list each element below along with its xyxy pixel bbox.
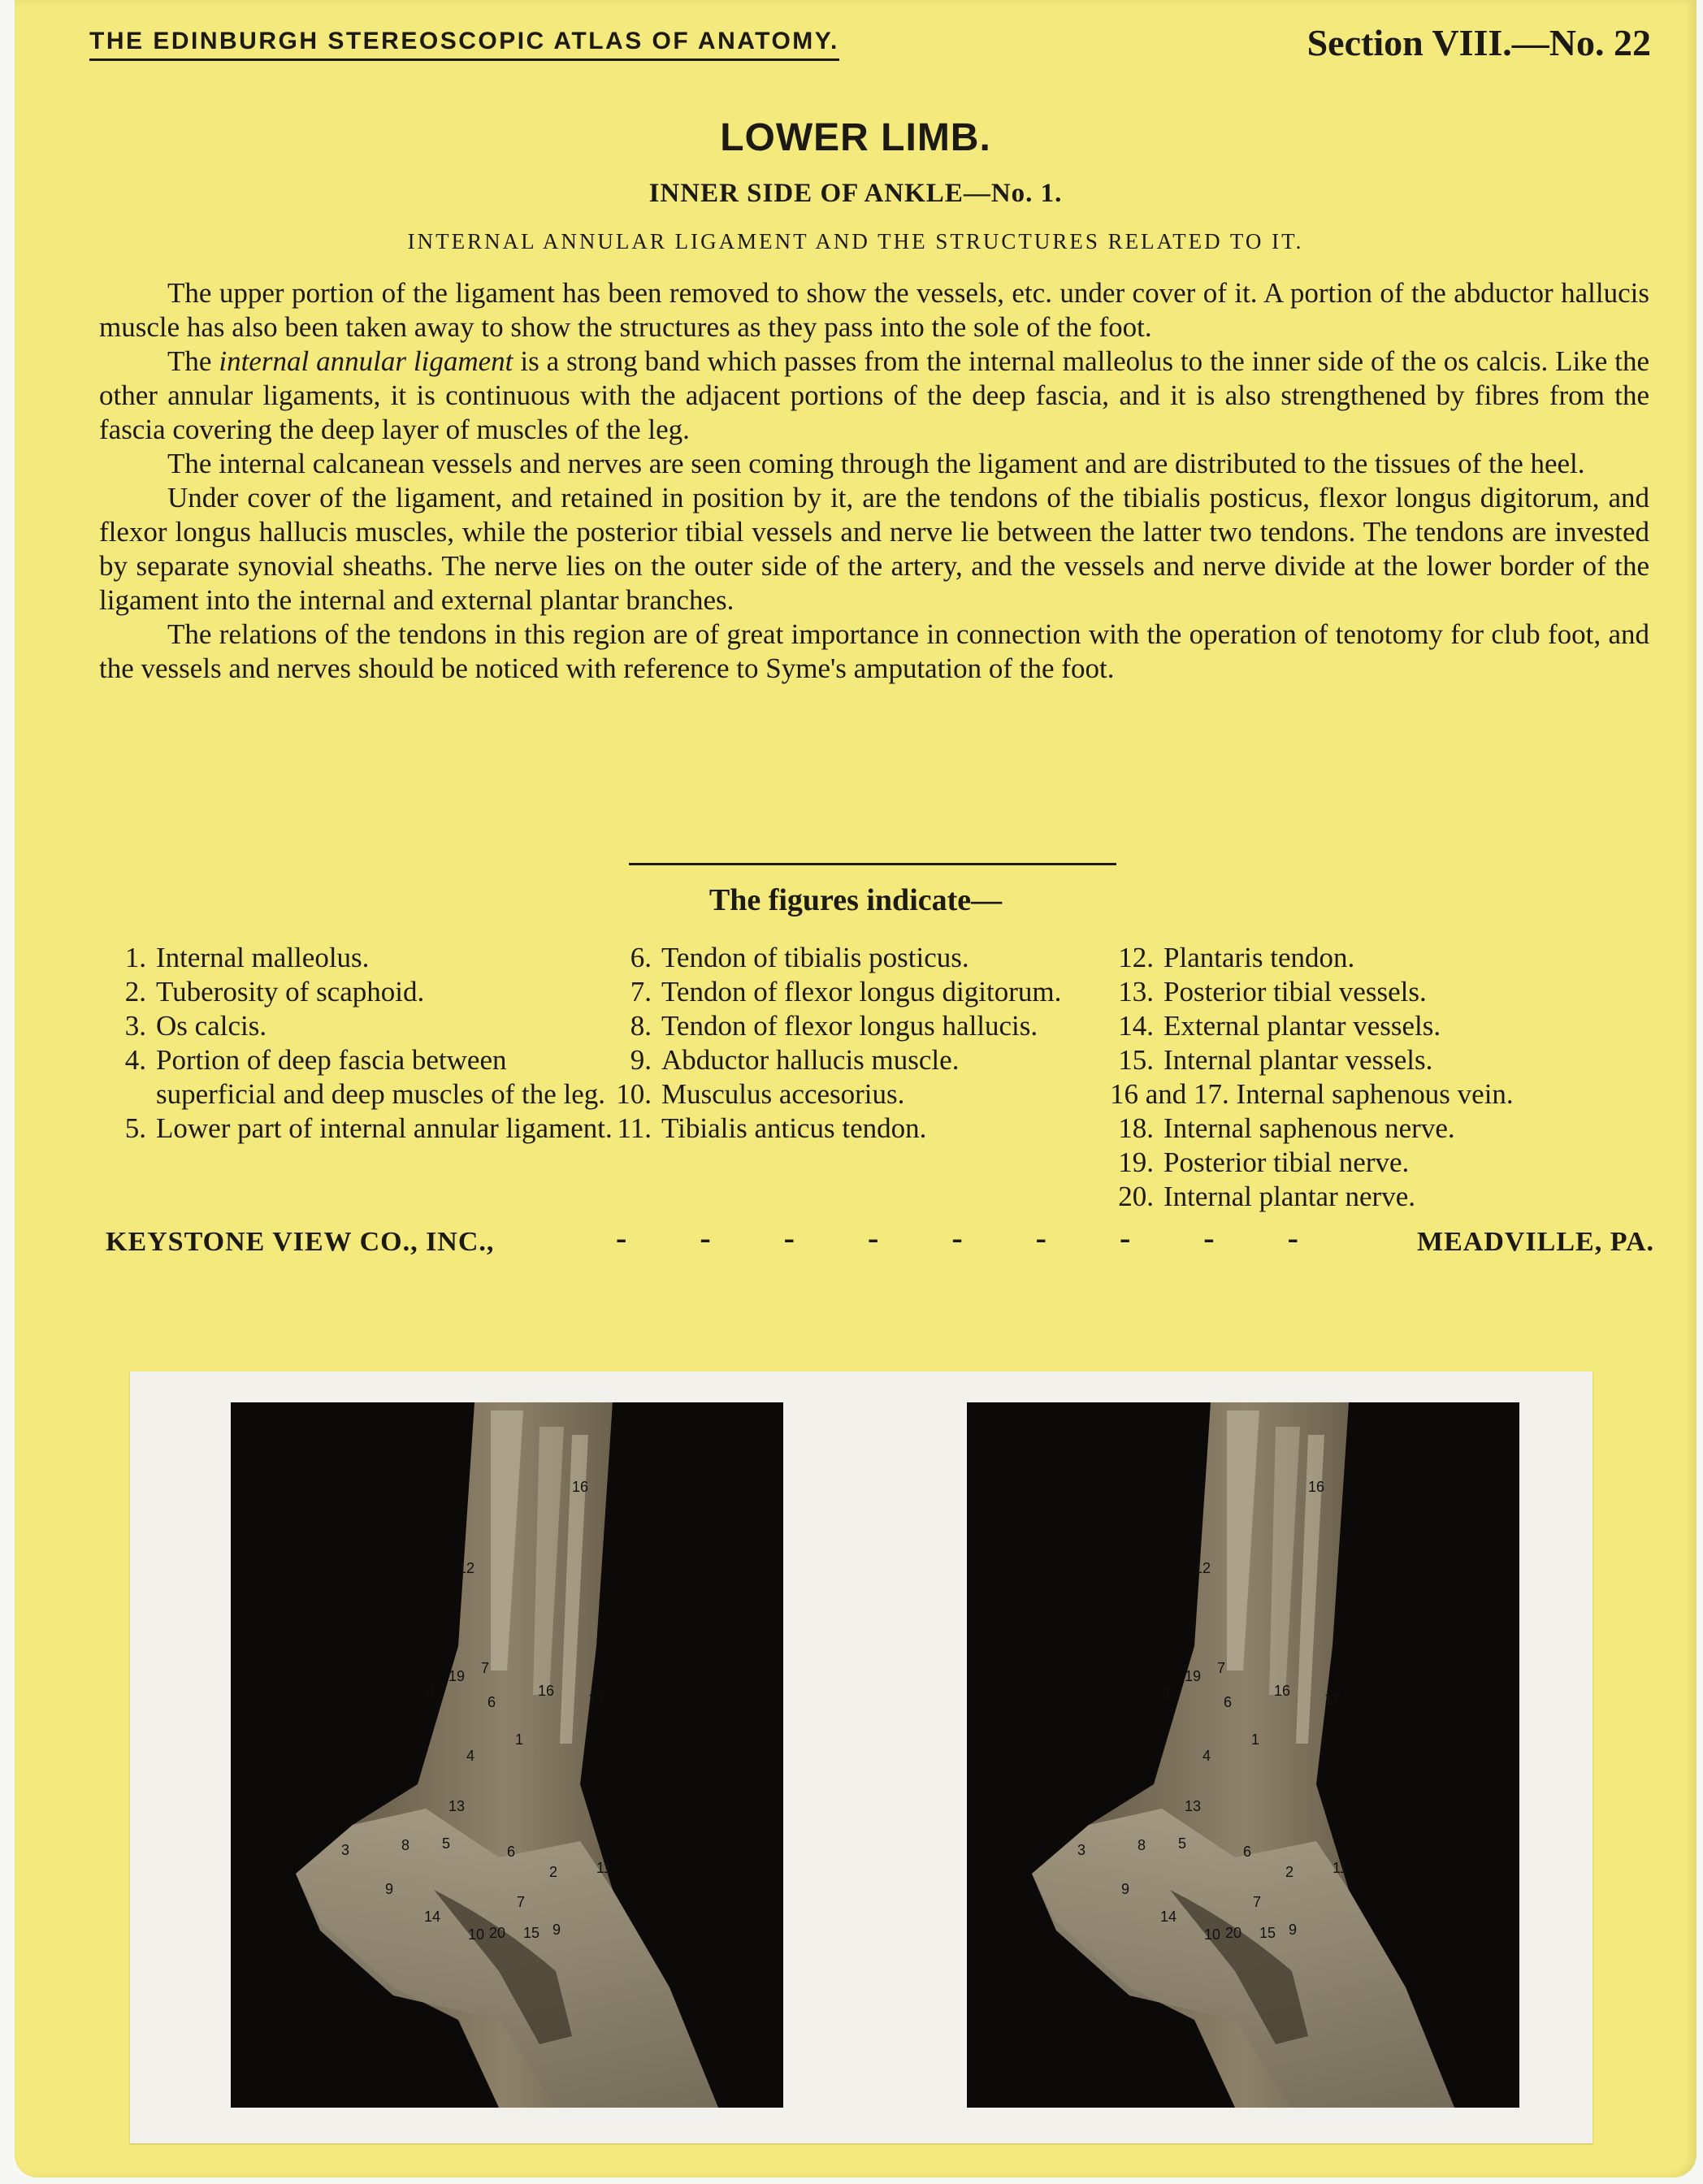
paragraph: The internal annular ligament is a strong band which passes from the internal malleolus to the inner side of the os calcis. Like the other annular ligaments, it is continuous with the adjacent portions of the deep fascia, and it is also strengthened by fibres from the fascia covering the deep layer of muscles of the leg.: [99, 345, 1649, 445]
paragraph: The upper portion of the ligament has been removed to show the vessels, etc. under cover of it. A portion of the abductor hallucis muscle has also been taken away to show the structures as they pass into the sole of the foot.: [99, 277, 1649, 343]
legend-item: 18. Internal saphenous nerve.: [1118, 1112, 1455, 1144]
legend-item: 10. Musculus accesorius.: [616, 1078, 905, 1110]
photo-label: 8: [1138, 1837, 1146, 1853]
photo-label: 2: [549, 1864, 558, 1880]
photo-label: 4: [1202, 1748, 1211, 1764]
photo-label: 2: [1285, 1864, 1294, 1880]
photo-label: 7: [1217, 1660, 1226, 1676]
legend-item: 16 and 17. Internal saphenous vein.: [1110, 1078, 1514, 1110]
photo-label: 12: [458, 1560, 475, 1576]
legend-item: 20. Internal plantar nerve.: [1118, 1181, 1415, 1212]
legend-item: 5. Lower part of internal annular ligament.: [124, 1112, 613, 1144]
photo-label: 6: [1243, 1844, 1252, 1860]
photo-label: 8: [1162, 1684, 1171, 1701]
photo-label: 15: [523, 1925, 540, 1941]
photo-label: 16: [572, 1479, 589, 1495]
legend-item: 13. Posterior tibial vessels.: [1118, 976, 1427, 1008]
legend-column: [1110, 941, 1662, 1214]
photo-label: 11: [596, 1860, 612, 1876]
photo-label: 9: [1289, 1922, 1298, 1938]
section-number: Section VIII.—No. 22: [1306, 22, 1651, 63]
legend-column: [604, 941, 1124, 1146]
photo-label: 19: [448, 1668, 466, 1684]
legend-item: 4. Portion of deep fascia between superficial and deep muscles of the leg.: [124, 1044, 605, 1110]
photo-label: 10: [468, 1926, 485, 1943]
photo-label: 8: [426, 1684, 435, 1701]
legend-column: [99, 941, 619, 1146]
photo-label: 7: [517, 1894, 526, 1910]
legend-item: 19. Posterior tibial nerve.: [1118, 1146, 1410, 1178]
photo-label: 6: [488, 1694, 496, 1710]
photo-label: 9: [552, 1922, 561, 1938]
description-text: [99, 276, 1649, 686]
legend-item: 11. Tibialis anticus tendon.: [617, 1112, 927, 1144]
photo-label: 14: [424, 1909, 441, 1925]
photo-label: 8: [401, 1837, 410, 1853]
legend-item: 9. Abductor hallucis muscle.: [630, 1044, 960, 1076]
publisher: KEYSTONE VIEW CO., INC.,: [106, 1227, 495, 1257]
footer-dashes: - - - - - - - - -: [616, 1220, 1298, 1256]
photo-label: 20: [489, 1925, 506, 1941]
page-subsubtitle: INTERNAL ANNULAR LIGAMENT AND THE STRUCTURES RELATED TO IT.: [407, 229, 1304, 254]
photo-label: 3: [341, 1842, 350, 1858]
stereo-photo-left: [231, 1402, 783, 2108]
photo-label: 12: [1194, 1560, 1211, 1576]
photo-label: 19: [1185, 1668, 1202, 1684]
photo-label: 5: [1178, 1835, 1187, 1852]
paragraph: Under cover of the ligament, and retained in position by it, are the tendons of the tibialis posticus, flexor longus digitorum, and flexor longus hallucis muscles, while the posterior tibial vessels and nerve lie between the latter two tendons. The tendons are invested by separate synovial sheaths. The nerve lies on the outer side of the artery, and the vessels and nerve divide at the lower border of the ligament into the internal and external plantar branches.: [99, 482, 1649, 616]
stereo-card: [15, 0, 1696, 2178]
photo-label: 6: [1224, 1694, 1233, 1710]
series-title: THE EDINBURGH STEREOSCOPIC ATLAS OF ANATOMY.: [89, 28, 839, 61]
photo-label: 15: [1259, 1925, 1276, 1941]
photo-label: 10: [1204, 1926, 1221, 1943]
stereo-photo-right: [967, 1402, 1519, 2108]
legend-item: 2. Tuberosity of scaphoid.: [124, 976, 425, 1008]
paragraph: The internal calcanean vessels and nerves are seen coming through the ligament and are distributed to the tissues of the heel.: [167, 448, 1585, 479]
divider: [629, 863, 1116, 865]
stereo-photo-mount: [130, 1372, 1592, 2143]
legend-item: 12. Plantaris tendon.: [1118, 942, 1355, 973]
photo-label: 13: [448, 1798, 466, 1814]
publisher-location: MEADVILLE, PA.: [1417, 1227, 1654, 1257]
photo-label: 14: [1160, 1909, 1177, 1925]
legend-item: 6. Tendon of tibialis posticus.: [630, 942, 969, 973]
photo-label: 9: [1121, 1881, 1130, 1897]
page-subtitle: INNER SIDE OF ANKLE—No. 1.: [648, 179, 1063, 208]
photo-label: 17: [588, 1691, 605, 1707]
photo-label: 16: [1308, 1479, 1325, 1495]
paragraph: The relations of the tendons in this region are of great importance in connection with the operation of tenotomy for club foot, and the vessels and nerves should be noticed with reference to Syme's amputation of the foot.: [99, 618, 1649, 684]
photo-label: 20: [1225, 1925, 1242, 1941]
photo-label: 7: [481, 1660, 490, 1676]
photo-label: 3: [1077, 1842, 1086, 1858]
photo-label: 13: [1185, 1798, 1202, 1814]
legend-item: 8. Tendon of flexor longus hallucis.: [630, 1010, 1038, 1042]
ankle-dissection-image: [967, 1402, 1519, 2108]
photo-label: 1: [1251, 1731, 1260, 1748]
photo-label: 6: [507, 1844, 516, 1860]
ankle-dissection-image: [231, 1402, 783, 2108]
photo-label: 11: [1332, 1860, 1348, 1876]
photo-label: 5: [442, 1835, 451, 1852]
legend-item: 15. Internal plantar vessels.: [1118, 1044, 1433, 1076]
legend-item: 1. Internal malleolus.: [124, 942, 370, 973]
page-title: LOWER LIMB.: [720, 116, 991, 159]
photo-label: 1: [515, 1731, 524, 1748]
photo-label: 4: [466, 1748, 475, 1764]
photo-label: 16: [1274, 1683, 1291, 1699]
photo-label: 16: [538, 1683, 555, 1699]
photo-label: 7: [1253, 1894, 1262, 1910]
figures-heading: The figures indicate—: [708, 883, 1003, 917]
legend-item: 7. Tendon of flexor longus digitorum.: [630, 976, 1062, 1008]
photo-label: 17: [1324, 1691, 1341, 1707]
legend-item: 3. Os calcis.: [124, 1010, 267, 1042]
photo-label: 9: [385, 1881, 394, 1897]
legend-item: 14. External plantar vessels.: [1118, 1010, 1441, 1042]
